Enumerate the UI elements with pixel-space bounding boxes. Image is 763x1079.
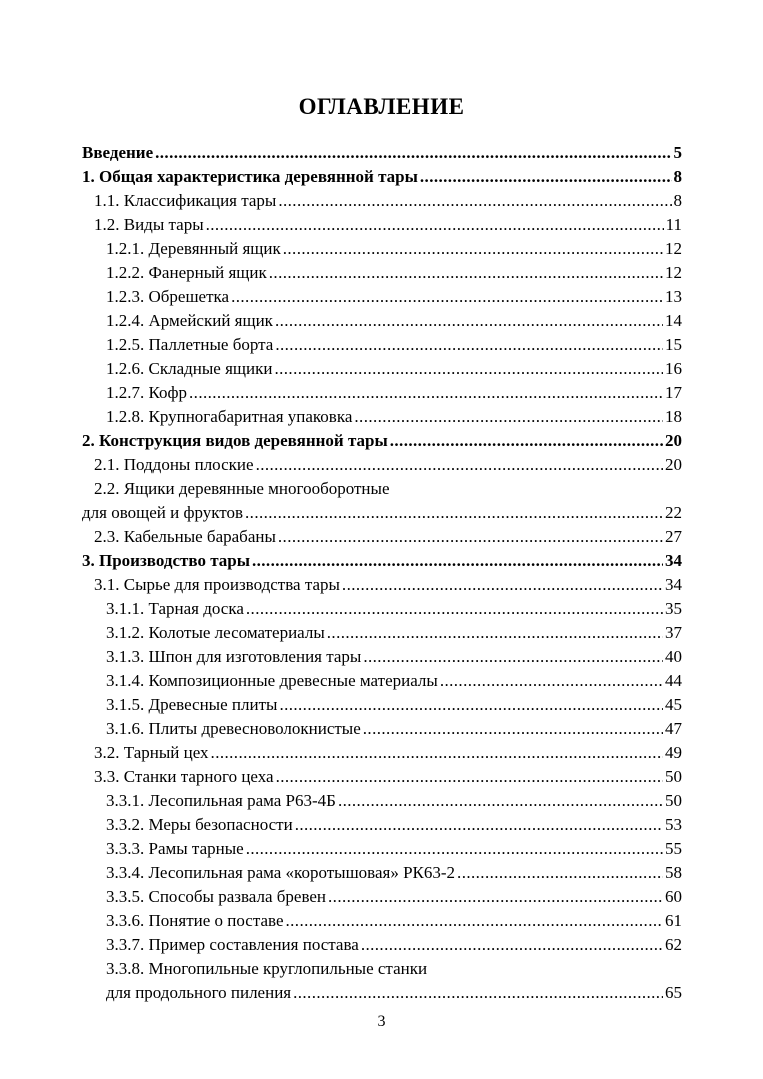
toc-entry-title: 1.1. Классификация тары xyxy=(94,191,277,210)
dot-leader xyxy=(420,165,672,189)
dot-leader xyxy=(328,885,663,909)
toc-entry-title: 3.3. Станки тарного цеха xyxy=(94,767,274,786)
toc-entry xyxy=(82,189,682,213)
toc-entry-page: 35 xyxy=(665,599,682,618)
dot-leader xyxy=(278,525,663,549)
toc-entry-page: 65 xyxy=(665,983,682,1002)
dot-leader xyxy=(338,789,663,813)
page-number: 3 xyxy=(377,1013,386,1030)
dot-leader xyxy=(278,189,671,213)
toc-entry-title: 1.2.3. Обрешетка xyxy=(106,287,230,306)
toc-entry xyxy=(82,621,682,645)
dot-leader xyxy=(274,357,663,381)
toc-entry xyxy=(82,141,682,165)
toc-entry-title: 3.1.6. Плиты древесноволокнистые xyxy=(106,719,361,738)
dot-leader xyxy=(211,741,663,765)
toc-entry-title: 3.1.5. Древесные плиты xyxy=(106,695,278,714)
toc-entry xyxy=(82,909,682,933)
toc-entry xyxy=(82,789,682,813)
toc-entry-page: 17 xyxy=(665,383,682,402)
toc-entry-title: 3.3.4. Лесопильная рама «коротышовая» РК63-2 xyxy=(106,863,456,882)
dot-leader xyxy=(390,429,663,453)
toc-entry xyxy=(82,765,682,789)
toc-entry-page: 53 xyxy=(665,815,682,834)
toc-entry-page: 5 xyxy=(673,143,682,162)
toc-entry-page: 20 xyxy=(665,431,682,450)
toc-entry xyxy=(82,813,682,837)
toc-entry xyxy=(82,381,682,405)
dot-leader xyxy=(275,309,663,333)
toc-entry-title: 3. Производство тары xyxy=(82,551,250,570)
dot-leader xyxy=(354,405,663,429)
toc-entry-title: 1.2.2. Фанерный ящик xyxy=(106,263,267,282)
toc-entry-title: 2. Конструкция видов деревянной тары xyxy=(82,431,388,450)
dot-leader xyxy=(206,213,664,237)
toc-entry xyxy=(82,357,682,381)
dot-leader xyxy=(275,333,663,357)
dot-leader xyxy=(361,933,663,957)
dot-leader xyxy=(295,813,663,837)
toc-entry-page: 62 xyxy=(665,935,682,954)
toc-entry-page: 12 xyxy=(665,239,682,258)
toc-entry-page: 16 xyxy=(665,359,682,378)
toc-entry-page: 22 xyxy=(665,503,682,522)
dot-leader xyxy=(269,261,663,285)
dot-leader xyxy=(246,837,663,861)
toc-entry-page: 58 xyxy=(665,863,682,882)
toc-entry-title: 2.3. Кабельные барабаны xyxy=(94,527,276,546)
toc-entry-title: 1.2.5. Паллетные борта xyxy=(106,335,274,354)
toc-entry xyxy=(82,861,682,885)
toc-entry xyxy=(82,477,682,501)
toc-entry-page: 14 xyxy=(665,311,682,330)
toc-entry-title: Введение xyxy=(82,143,154,162)
toc-entry-title: 3.1.3. Шпон для изготовления тары xyxy=(106,647,362,666)
toc-entry-page: 40 xyxy=(665,647,682,666)
toc-entry-title: 3.3.1. Лесопильная рама Р63-4Б xyxy=(106,791,336,810)
toc-entry-page: 61 xyxy=(665,911,682,930)
toc-entry xyxy=(82,261,682,285)
table-of-contents xyxy=(82,141,682,1005)
dot-leader xyxy=(279,693,663,717)
dot-leader xyxy=(256,453,663,477)
dot-leader xyxy=(363,717,663,741)
toc-entry xyxy=(82,405,682,429)
toc-entry-title: 3.2. Тарный цех xyxy=(94,743,209,762)
toc-entry-page: 37 xyxy=(665,623,682,642)
toc-entry xyxy=(82,309,682,333)
toc-entry-page: 34 xyxy=(665,551,682,570)
toc-entry-title: 1.2. Виды тары xyxy=(94,215,204,234)
toc-entry-title: 1.2.4. Армейский ящик xyxy=(106,311,273,330)
toc-entry xyxy=(82,837,682,861)
toc-entry-title: 1. Общая характеристика деревянной тары xyxy=(82,167,418,186)
toc-entry-page: 27 xyxy=(665,527,682,546)
toc-entry xyxy=(82,213,682,237)
toc-entry-page: 13 xyxy=(665,287,682,306)
toc-entry xyxy=(82,237,682,261)
toc-entry-title: 3.1. Сырье для производства тары xyxy=(94,575,340,594)
toc-entry-title-continuation: для продольного пиления xyxy=(106,983,292,1002)
toc-entry xyxy=(82,693,682,717)
toc-entry-page: 18 xyxy=(665,407,682,426)
toc-entry-title: 3.3.8. Многопильные круглопильные станки xyxy=(106,959,428,978)
dot-leader xyxy=(246,597,663,621)
toc-entry-title: 3.3.3. Рамы тарные xyxy=(106,839,244,858)
toc-entry-page: 60 xyxy=(665,887,682,906)
toc-entry-page: 11 xyxy=(665,215,682,234)
toc-entry-title-continuation: для овощей и фруктов xyxy=(82,503,244,522)
toc-entry-title: 3.3.5. Способы развала бревен xyxy=(106,887,327,906)
page-title: ОГЛАВЛЕНИЕ xyxy=(298,94,465,119)
toc-entry xyxy=(82,285,682,309)
toc-entry-title: 3.1.1. Тарная доска xyxy=(106,599,244,618)
toc-entry xyxy=(82,573,682,597)
dot-leader xyxy=(283,237,663,261)
toc-entry-page: 8 xyxy=(673,167,682,186)
toc-entry-page: 50 xyxy=(665,791,682,810)
dot-leader xyxy=(327,621,663,645)
toc-entry xyxy=(82,669,682,693)
toc-entry-title: 3.1.4. Композиционные древесные материалы xyxy=(106,671,438,690)
toc-entry xyxy=(82,957,682,981)
toc-entry-page: 55 xyxy=(665,839,682,858)
toc-entry xyxy=(82,717,682,741)
dot-leader xyxy=(342,573,663,597)
toc-entry-page: 50 xyxy=(665,767,682,786)
dot-leader xyxy=(440,669,663,693)
toc-entry-continuation xyxy=(82,501,682,525)
toc-entry xyxy=(82,165,682,189)
toc-entry-title: 1.2.7. Кофр xyxy=(106,383,188,402)
dot-leader xyxy=(155,141,671,165)
dot-leader xyxy=(293,981,663,1005)
toc-entry-page: 34 xyxy=(665,575,682,594)
dot-leader xyxy=(286,909,664,933)
dot-leader xyxy=(252,549,663,573)
dot-leader xyxy=(276,765,663,789)
toc-entry-page: 47 xyxy=(665,719,682,738)
toc-entry-title: 3.1.2. Колотые лесоматериалы xyxy=(106,623,325,642)
toc-entry-title: 1.2.1. Деревянный ящик xyxy=(106,239,281,258)
dot-leader xyxy=(189,381,663,405)
toc-entry xyxy=(82,645,682,669)
toc-entry-page: 20 xyxy=(665,455,682,474)
toc-entry-page: 12 xyxy=(665,263,682,282)
toc-entry-page: 8 xyxy=(673,191,682,210)
toc-entry xyxy=(82,741,682,765)
toc-entry xyxy=(82,933,682,957)
toc-entry xyxy=(82,333,682,357)
dot-leader xyxy=(457,861,663,885)
toc-entry-title: 1.2.8. Крупногабаритная упаковка xyxy=(106,407,353,426)
toc-entry xyxy=(82,885,682,909)
toc-entry-page: 45 xyxy=(665,695,682,714)
toc-entry xyxy=(82,549,682,573)
toc-entry-title: 3.3.7. Пример составления постава xyxy=(106,935,359,954)
toc-entry-page: 44 xyxy=(665,671,682,690)
toc-entry-title: 2.2. Ящики деревянные многооборотные xyxy=(94,479,390,498)
toc-entry-title: 2.1. Поддоны плоские xyxy=(94,455,254,474)
toc-entry-title: 1.2.6. Складные ящики xyxy=(106,359,273,378)
dot-leader xyxy=(245,501,663,525)
toc-entry-title: 3.3.2. Меры безопасности xyxy=(106,815,293,834)
dot-leader xyxy=(363,645,663,669)
toc-entry xyxy=(82,525,682,549)
toc-entry xyxy=(82,597,682,621)
toc-entry-page: 49 xyxy=(665,743,682,762)
toc-entry-continuation xyxy=(82,981,682,1005)
toc-entry-title: 3.3.6. Понятие о поставе xyxy=(106,911,284,930)
toc-entry xyxy=(82,453,682,477)
toc-entry xyxy=(82,429,682,453)
toc-entry-page: 15 xyxy=(665,335,682,354)
dot-leader xyxy=(231,285,663,309)
